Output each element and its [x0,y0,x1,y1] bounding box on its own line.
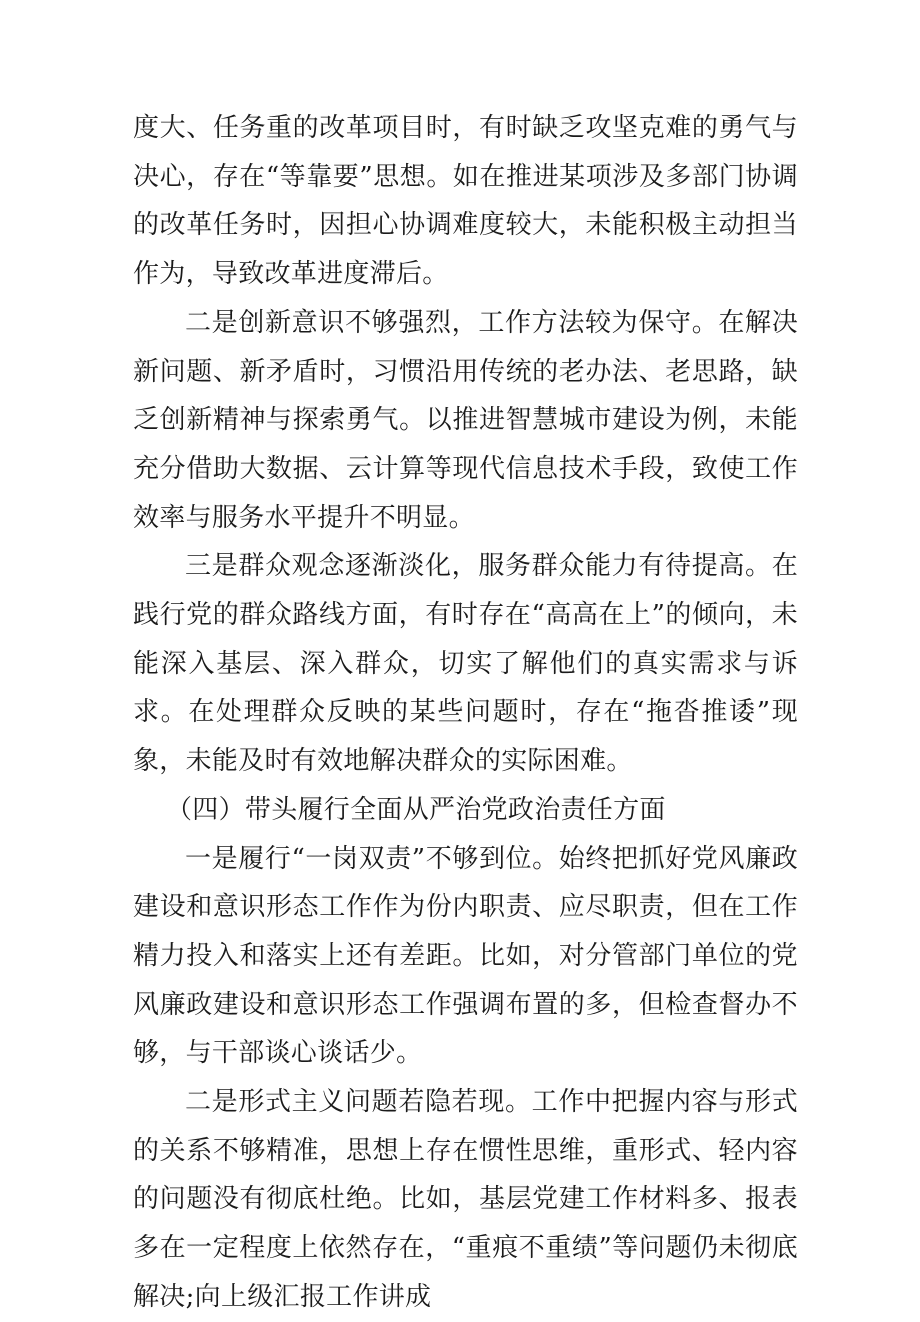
paragraph-formalism: 二是形式主义问题若隐若现。工作中把握内容与形式的关系不够精准，思想上存在惯性思维，重形式、轻内容的问题没有彻底杜绝。比如，基层党建工作材料多、报表多在一定程度上依然存在，“重痕不重绩”等问题仍未彻底解决;向上级汇报工作讲成 [133,1087,798,1312]
paragraph-mass-line: 三是群众观念逐渐淡化，服务群众能力有待提高。在践行党的群众路线方面，有时存在“高高在上”的倾向，未能深入基层、深入群众，切实了解他们的真实需求与诉求。在处理群众反映的某些问题时，存在“拖沓推诿”现象，未能及时有效地解决群众的实际困难。 [133,551,798,777]
paragraph-responsibility: 一是履行“一岗双责”不够到位。始终把抓好党风廉政建设和意识形态工作作为份内职责、应尽职责，但在工作精力投入和落实上还有差距。比如，对分管部门单位的党风廉政建设和意识形态工作强调布置的多，但检查督办不够，与干部谈心谈话少。 [133,843,798,1069]
section-heading: （四）带头履行全面从严治党政治责任方面 [166,794,666,825]
paragraph-continuation: 度大、任务重的改革项目时，有时缺乏攻坚克难的勇气与决心，存在“等靠要”思想。如在推进某项涉及多部门协调的改革任务时，因担心协调难度较大，未能积极主动担当作为，导致改革进度滞后。 [133,113,798,290]
document-body [133,104,798,1322]
paragraph-innovation: 二是创新意识不够强烈，工作方法较为保守。在解决新问题、新矛盾时，习惯沿用传统的老办法、老思路，缺乏创新精神与探索勇气。以推进智慧城市建设为例，未能充分借助大数据、云计算等现代信息技术手段，致使工作效率与服务水平提升不明显。 [133,307,798,533]
